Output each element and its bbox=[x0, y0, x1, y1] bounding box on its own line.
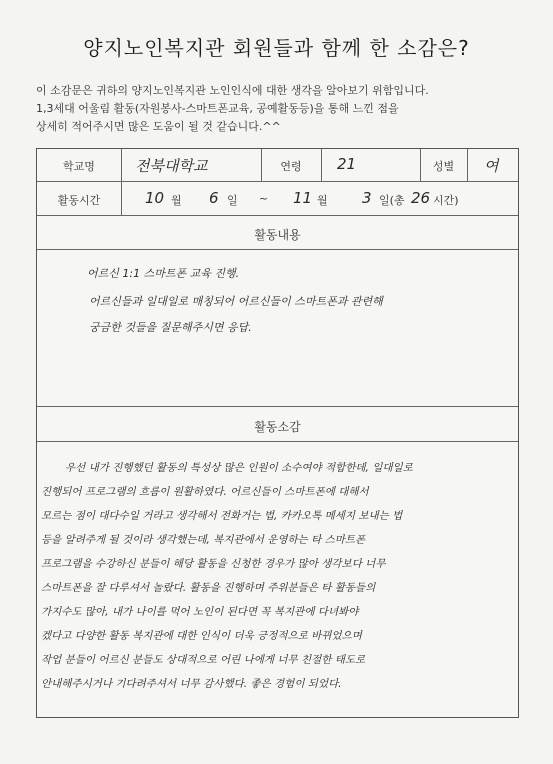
divider bbox=[37, 441, 518, 442]
divider bbox=[37, 249, 518, 250]
month-unit: 월 bbox=[317, 194, 328, 207]
content-line: 어르신 1:1 스마트폰 교육 진행. bbox=[87, 267, 240, 280]
total-hours-value: 26 bbox=[411, 189, 431, 207]
content-line: 궁금한 것들을 질문해주시면 응답. bbox=[89, 321, 252, 334]
review-line: 프로그램을 수강하신 분들이 해당 활동을 신청한 경우가 많아 생각보다 너무 bbox=[41, 558, 386, 570]
review-line: 스마트폰을 잘 다루셔서 놀랐다. 활동을 진행하며 주위분들은 타 활동들의 bbox=[41, 582, 376, 594]
total-suffix: 시간) bbox=[433, 194, 459, 207]
tilde: ~ bbox=[259, 192, 269, 205]
month-unit: 월 bbox=[171, 194, 182, 207]
review-line: 안내해주시거나 기다려주셔서 너무 감사했다. 좋은 경험이 되었다. bbox=[41, 678, 342, 690]
review-line: 가지수도 많아, 내가 나이를 먹어 노인이 된다면 꼭 복지관에 다녀봐야 bbox=[41, 606, 359, 618]
school-value[interactable]: 전북대학교 bbox=[135, 157, 208, 175]
review-header: 활동소감 bbox=[254, 420, 301, 434]
divider bbox=[37, 215, 518, 216]
intro-line-2: 1,3세대 어울림 활동(자원봉사-스마트폰교육, 공예활동등)을 통해 느낀 점을 bbox=[36, 102, 399, 115]
review-line: 겠다고 다양한 활동 복지관에 대한 인식이 더욱 긍정적으로 바뀌었으며 bbox=[41, 630, 362, 642]
gender-value[interactable]: 여 bbox=[484, 157, 499, 175]
divider bbox=[467, 149, 468, 181]
content-line: 어르신들과 일대일로 매칭되어 어르신들이 스마트폰과 관련해 bbox=[89, 295, 383, 308]
intro-text bbox=[36, 82, 516, 136]
review-line: 등을 알려주게 될 것이라 생각했는데, 복지관에서 운영하는 타 스마트폰 bbox=[41, 534, 366, 546]
divider bbox=[37, 406, 518, 407]
intro-line-1: 이 소감문은 귀하의 양지노인복지관 노인인식에 대한 생각을 알아보기 위함입니다. bbox=[36, 84, 429, 97]
divider bbox=[321, 149, 322, 181]
end-day-value: 3 bbox=[362, 189, 372, 207]
day-unit: 일 bbox=[227, 194, 238, 207]
review-line: 작업 분들이 어르신 분들도 상대적으로 어린 나에게 너무 친절한 태도로 bbox=[41, 654, 366, 666]
total-prefix: 일(총 bbox=[379, 194, 405, 207]
divider bbox=[121, 149, 122, 215]
survey-form bbox=[36, 148, 519, 718]
content-header: 활동내용 bbox=[254, 228, 301, 242]
gender-label: 성별 bbox=[432, 160, 455, 173]
start-day-value: 6 bbox=[209, 189, 219, 207]
review-line: 우선 내가 진행했던 활동의 특성상 많은 인원이 소수여야 적합한데, 일대일로 bbox=[65, 462, 413, 474]
intro-line-3: 상세히 적어주시면 많은 도움이 될 것 같습니다.^^ bbox=[36, 120, 281, 133]
divider bbox=[37, 181, 518, 182]
review-line: 진행되어 프로그램의 흐름이 원활하였다. 어르신들이 스마트폰에 대해서 bbox=[41, 486, 369, 498]
start-month-value: 10 bbox=[145, 189, 165, 207]
age-value[interactable]: 21 bbox=[337, 155, 357, 173]
period-label: 활동시간 bbox=[57, 194, 101, 207]
age-label: 연령 bbox=[280, 160, 302, 173]
end-month-value: 11 bbox=[293, 189, 313, 207]
review-line: 모르는 점이 대다수일 거라고 생각해서 전화거는 법, 카카오톡 메세지 보내는 법 bbox=[41, 510, 403, 522]
school-label: 학교명 bbox=[63, 160, 95, 173]
page-title: 양지노인복지관 회원들과 함께 한 소감은? bbox=[83, 36, 470, 60]
